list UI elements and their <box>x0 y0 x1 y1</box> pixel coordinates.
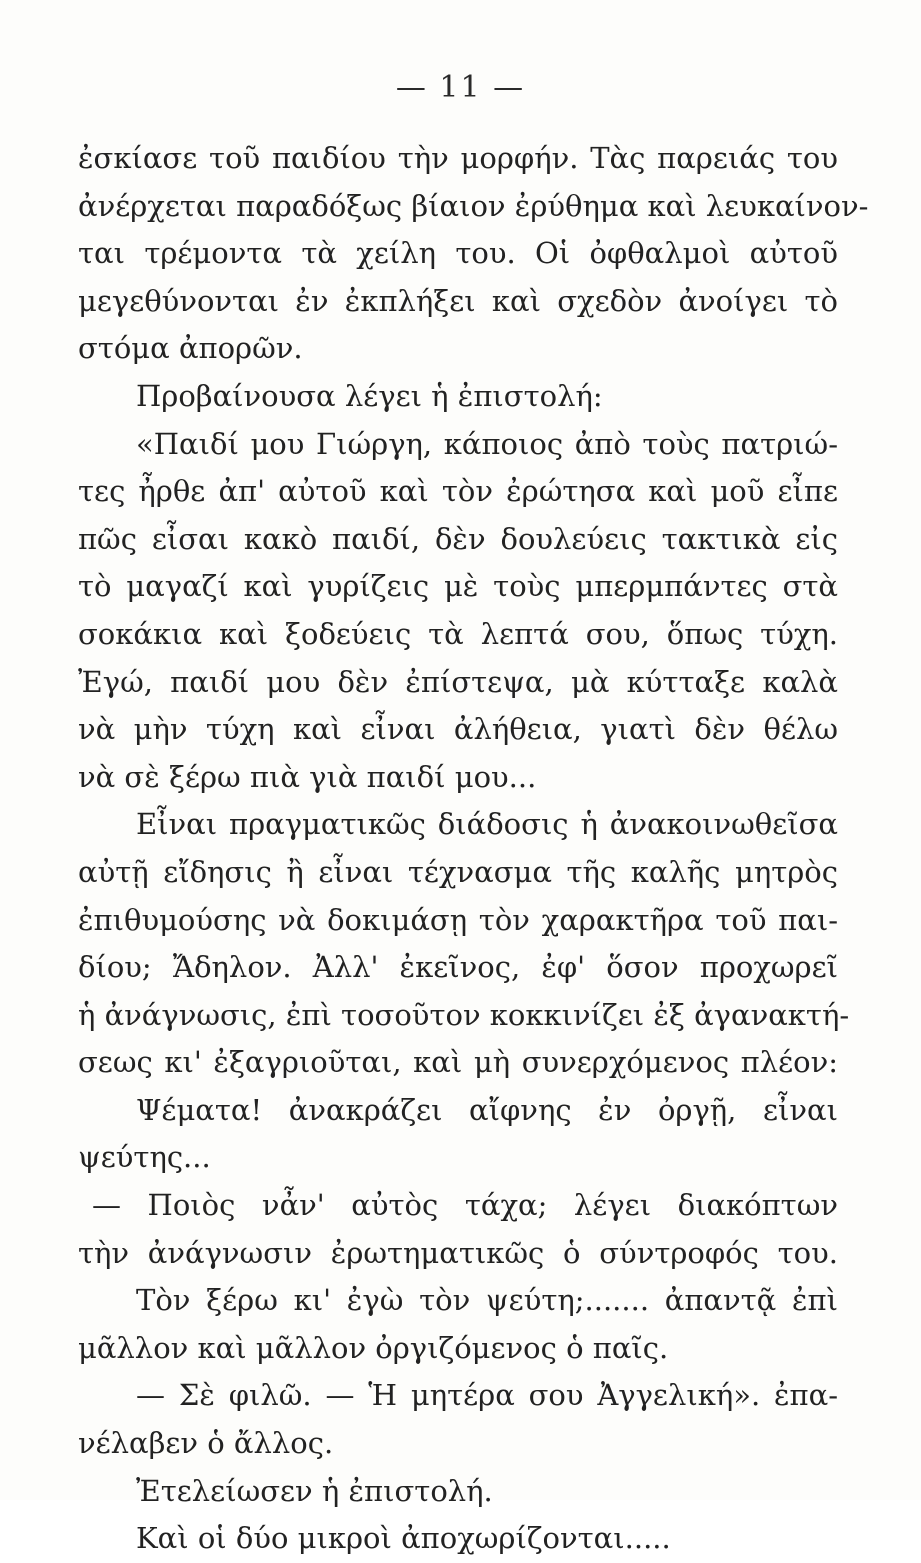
text-line: ἡ ἀνάγνωσις, ἐπὶ τοσοῦτον κοκκινίζει ἐξ ἀγανακτή- <box>78 997 850 1032</box>
text-line: νὰ σὲ ξέρω πιὰ γιὰ παιδί μου... <box>78 759 537 794</box>
text-line: στόμα ἀπορῶν. <box>78 331 303 366</box>
text-line: σεως κι' ἐξαγριοῦται, καὶ μὴ συνερχόμενος πλέον: <box>78 1045 838 1080</box>
text-line: — Ποιὸς νἆν' αὐτὸς τάχα; λέγει διακόπτων <box>92 1188 838 1223</box>
text-line: δίου; Ἄδηλον. Ἀλλ' ἐκεῖνος, ἐφ' ὅσον προχωρεῖ <box>78 950 838 985</box>
page-number: — 11 — <box>395 70 526 105</box>
text-line: αὐτῇ εἴδησις ἢ εἶναι τέχνασμα τῆς καλῆς μητρὸς <box>78 854 838 889</box>
text-line: Ψέματα! ἀνακράζει αἴφνης ἐν ὀργῇ, εἶναι <box>136 1092 838 1127</box>
text-line: Τὸν ξέρω κι' ἐγὼ τὸν ψεύτη;....... ἀπαντᾷ ἐπὶ <box>136 1283 838 1318</box>
text-line: νέλαβεν ὁ ἄλλος. <box>78 1426 334 1461</box>
text-line: μᾶλλον καὶ μᾶλλον ὀργιζόμενος ὁ παῖς. <box>78 1330 669 1365</box>
text-line: Εἶναι πραγματικῶς διάδοσις ἡ ἀνακοινωθεῖσα <box>136 807 838 842</box>
text-line: ἐπιθυμούσης νὰ δοκιμάσῃ τὸν χαρακτῆρα τοῦ παι- <box>78 902 838 937</box>
text-line: πῶς εἶσαι κακὸ παιδί, δὲν δουλεύεις τακτικὰ εἰς <box>78 521 838 556</box>
text-line: μεγεθύνονται ἐν ἐκπλήξει καὶ σχεδὸν ἀνοίγει τὸ <box>78 283 838 318</box>
text-line: σοκάκια καὶ ξοδεύεις τὰ λεπτά σου, ὅπως τύχη. <box>78 616 838 651</box>
text-line: Καὶ οἱ δύο μικροὶ ἀποχωρίζονται..... <box>136 1521 671 1556</box>
text-line: ψεύτης... <box>78 1140 211 1175</box>
text-line: Ἐγώ, παιδί μου δὲν ἐπίστεψα, μὰ κύτταξε καλὰ <box>78 664 838 699</box>
text-line: τὸ μαγαζί καὶ γυρίζεις μὲ τοὺς μπερμπάντες στὰ <box>78 569 838 604</box>
text-line: τες ἦρθε ἀπ' αὐτοῦ καὶ τὸν ἐρώτησα καὶ μοῦ εἶπε <box>78 474 838 509</box>
text-line: τὴν ἀνάγνωσιν ἐρωτηματικῶς ὁ σύντροφός του. <box>78 1235 838 1270</box>
text-line: ἐσκίασε τοῦ παιδίου τὴν μορφήν. Τὰς παρειάς του <box>78 141 838 175</box>
text-line: ἀνέρχεται παραδόξως βίαιον ἐρύθημα καὶ λευκαίνον- <box>78 188 869 223</box>
text-line: «Παιδί μου Γιώργη, κάποιος ἀπὸ τοὺς πατριώ- <box>136 426 838 461</box>
text-line: Προβαίνουσα λέγει ἡ ἐπιστολή: <box>136 378 603 413</box>
body-text <box>78 135 869 1563</box>
text-line: — Σὲ φιλῶ. — Ἡ μητέρα σου Ἀγγελική». ἐπα- <box>136 1378 838 1413</box>
text-line: νὰ μὴν τύχη καὶ εἶναι ἀλήθεια, γιατὶ δὲν θέλω <box>78 712 838 747</box>
text-line: Ἐτελείωσεν ἡ ἐπιστολή. <box>136 1473 493 1508</box>
text-line: ται τρέμοντα τὰ χείλη του. Οἱ ὀφθαλμοὶ αὐτοῦ <box>78 236 838 271</box>
